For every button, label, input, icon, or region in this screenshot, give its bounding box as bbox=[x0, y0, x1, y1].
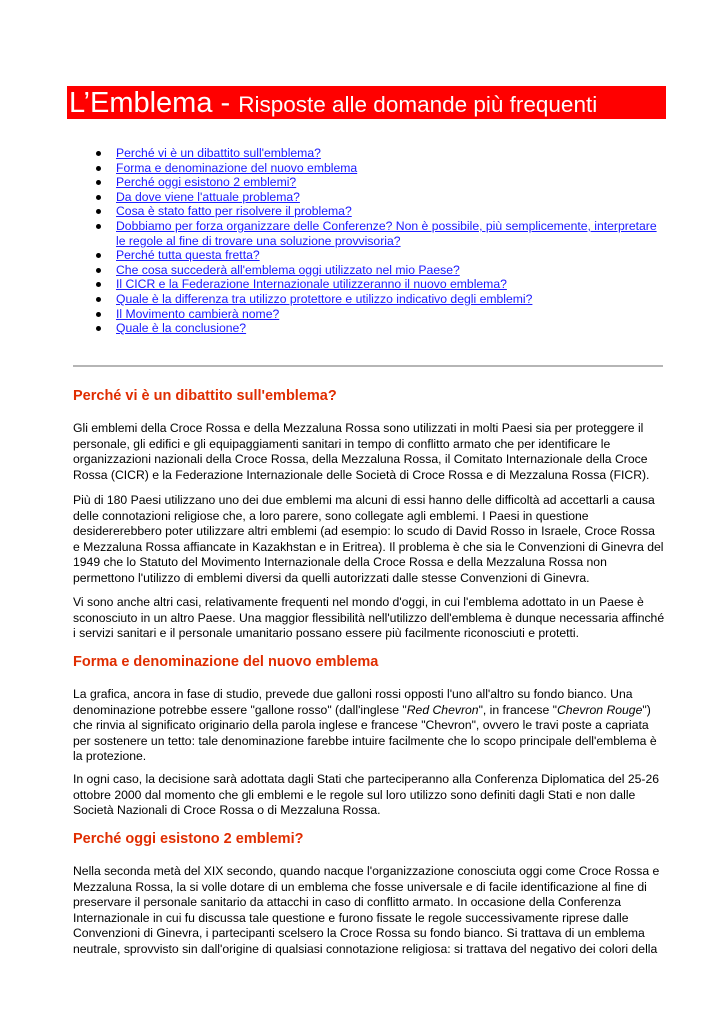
toc-link[interactable]: Da dove viene l'attuale problema? bbox=[116, 189, 300, 204]
paragraph bbox=[73, 772, 668, 819]
emphasized-term: Chevron Rouge bbox=[557, 702, 643, 717]
section-heading: Perché oggi esistono 2 emblemi? bbox=[73, 831, 304, 847]
toc-item bbox=[96, 263, 666, 278]
text-line: i servizi sanitari e il personale umanitario possano essere più facilmente riconosciuti e protetti. bbox=[73, 626, 580, 640]
section-heading: Forma e denominazione del nuovo emblema bbox=[73, 654, 379, 670]
toc-link[interactable]: Che cosa succederà all'emblema oggi utilizzato nel mio Paese? bbox=[116, 262, 460, 277]
title-main-text: L’Emblema - bbox=[69, 87, 239, 119]
toc-link[interactable]: Quale è la conclusione? bbox=[116, 321, 247, 336]
text-line: sconosciuto in un altro Paese. Una maggior flessibilità nell'utilizzo dell'emblema è dunque necessaria affinché bbox=[73, 610, 665, 625]
text-line: neutrale, sprovvisto sin dall'origine di qualsiasi connotazione religiosa: si trattava del negativo dei colori della bbox=[73, 941, 658, 956]
text-line: denominazione potrebbe essere "gallone rosso" (dall'inglese "Red Chevron", in francese "Chevron Rouge") bbox=[73, 702, 651, 717]
title-subtitle-text: Risposte alle domande più frequenti bbox=[238, 92, 598, 117]
text-line: Vi sono anche altri casi, relativamente frequenti nel mondo d'oggi, in cui l'emblema adottato in un Paese è bbox=[73, 595, 644, 609]
text-line: La grafica, ancora in fase di studio, prevede due galloni rossi opposti l'uno all'altro su fondo bianco. Una bbox=[73, 687, 633, 701]
title-banner bbox=[67, 86, 666, 119]
toc-item bbox=[96, 321, 666, 336]
text-line: Convenzioni di Ginevra, i partecipanti scelsero la Croce Rossa su fondo bianco. Si trattava di un emblema bbox=[73, 926, 645, 940]
paragraph bbox=[73, 493, 668, 586]
toc-link[interactable]: Il Movimento cambierà nome? bbox=[116, 306, 280, 321]
toc-link[interactable]: Perché tutta questa fretta? bbox=[116, 248, 260, 263]
text-line: Gli emblemi della Croce Rossa e della Mezzaluna Rossa sono utilizzati in molti Paesi sia per proteggere il bbox=[73, 421, 644, 435]
toc-link-line: le regole al fine di trovare una soluzione provvisoria? bbox=[116, 233, 401, 248]
toc-link[interactable]: Forma e denominazione del nuovo emblema bbox=[116, 160, 358, 175]
paragraph bbox=[73, 421, 668, 483]
text-line: Mezzaluna Rossa, la si volle dotare di un emblema che fosse universale e di facile identificazione al fine di bbox=[73, 879, 647, 894]
paragraph bbox=[73, 864, 668, 957]
text-line: che rinvia al significato originario della parola inglese e francese "Chevron", ovvero le travi poste a capriata bbox=[73, 718, 649, 732]
section-heading: Perché vi è un dibattito sull'emblema? bbox=[73, 388, 337, 404]
text-line: per sostenere un tetto: tale denominazione farebbe intuire facilmente che lo scopo principale dell'emblema è bbox=[73, 733, 657, 748]
text-line: organizzazioni nazionali della Croce Rossa, della Mezzaluna Rossa, il Comitato Internazionale della Croce bbox=[73, 452, 648, 466]
toc-item bbox=[96, 146, 666, 161]
text-line: Nella seconda metà del XIX secondo, quando nacque l'organizzazione conosciuta oggi come Croce Rossa e bbox=[73, 864, 660, 878]
text-line: Internazionale in cui fu discussa tale questione e furono fissate le regole successivamente riprese dalle bbox=[73, 910, 629, 925]
text-line: permettono l'utilizzo di emblemi diversi da quelli autorizzati dalle stesse Convenzioni di Ginevra. bbox=[73, 570, 590, 585]
toc-item bbox=[96, 161, 666, 176]
toc-link-line: Dobbiamo per forza organizzare delle Conferenze? Non è possibile, più semplicemente, interpretare bbox=[116, 218, 657, 233]
toc-link[interactable]: Quale è la differenza tra utilizzo protettore e utilizzo indicativo degli emblemi? bbox=[116, 291, 533, 306]
toc-item bbox=[96, 219, 666, 248]
text-line: personale, gli edifici e gli equipaggiamenti sanitari in tempo di conflitto armato che per identificare le bbox=[73, 436, 611, 451]
paragraph bbox=[73, 595, 668, 642]
toc-link[interactable]: Il CICR e la Federazione Internazionale utilizzeranno il nuovo emblema? bbox=[116, 277, 507, 292]
text-line: Società Nazionali di Croce Rossa o di Mezzaluna Rossa. bbox=[73, 803, 381, 817]
toc-item bbox=[96, 175, 666, 190]
text-line: ottobre 2000 dal momento che gli emblemi e le regole sul loro utilizzo sono definiti dagli Stati e non dalle bbox=[73, 787, 636, 802]
toc-item bbox=[96, 292, 666, 307]
emphasized-term: Red Chevron bbox=[406, 702, 479, 717]
text-line: Più di 180 Paesi utilizzano uno dei due emblemi ma alcuni di essi hanno delle difficoltà ad accettarli a causa bbox=[73, 493, 655, 507]
text-line: la protezione. bbox=[73, 749, 147, 763]
text-line: Rossa (CICR) e la Federazione Internazionale delle Società di Croce Rossa e di Mezzaluna Rossa (FICR). bbox=[73, 467, 650, 482]
toc-item bbox=[96, 204, 666, 219]
toc-link[interactable]: Perché vi è un dibattito sull'emblema? bbox=[116, 146, 321, 160]
text-line: delle connotazioni religiose che, a loro parere, sono collegate agli emblemi. I Paesi in questione bbox=[73, 508, 589, 523]
toc-link[interactable]: Cosa è stato fatto per risolvere il problema? bbox=[116, 204, 352, 219]
text-line: desidererebbero poter utilizzare altri emblemi (ad esempio: lo scudo di David Rosso in Israele, Croce Rossa bbox=[73, 524, 655, 538]
toc-item bbox=[96, 307, 666, 322]
table-of-contents bbox=[96, 146, 666, 336]
toc-item bbox=[96, 190, 666, 205]
text-line: In ogni caso, la decisione sarà adottata dagli Stati che parteciperanno alla Conferenza Diplomatica del 25-26 bbox=[73, 772, 660, 786]
toc-link[interactable] bbox=[116, 219, 657, 248]
toc-item bbox=[96, 277, 666, 292]
toc-item bbox=[96, 248, 666, 263]
section-divider bbox=[73, 365, 663, 367]
text-line: 1949 che lo Statuto del Movimento Internazionale della Croce Rossa e della Mezzaluna Rossa non bbox=[73, 555, 607, 569]
text-line: preservare il personale sanitario da attacchi in caso di conflitto armato. In occasione della Conferenza bbox=[73, 895, 622, 909]
page-title bbox=[69, 86, 597, 119]
toc-link[interactable]: Perché oggi esistono 2 emblemi? bbox=[116, 175, 297, 190]
paragraph bbox=[73, 687, 668, 765]
text-line: e Mezzaluna Rossa affiancate in Kazakhstan e in Eritrea). Il problema è che sia le Convenzioni di Ginevra del bbox=[73, 539, 664, 554]
